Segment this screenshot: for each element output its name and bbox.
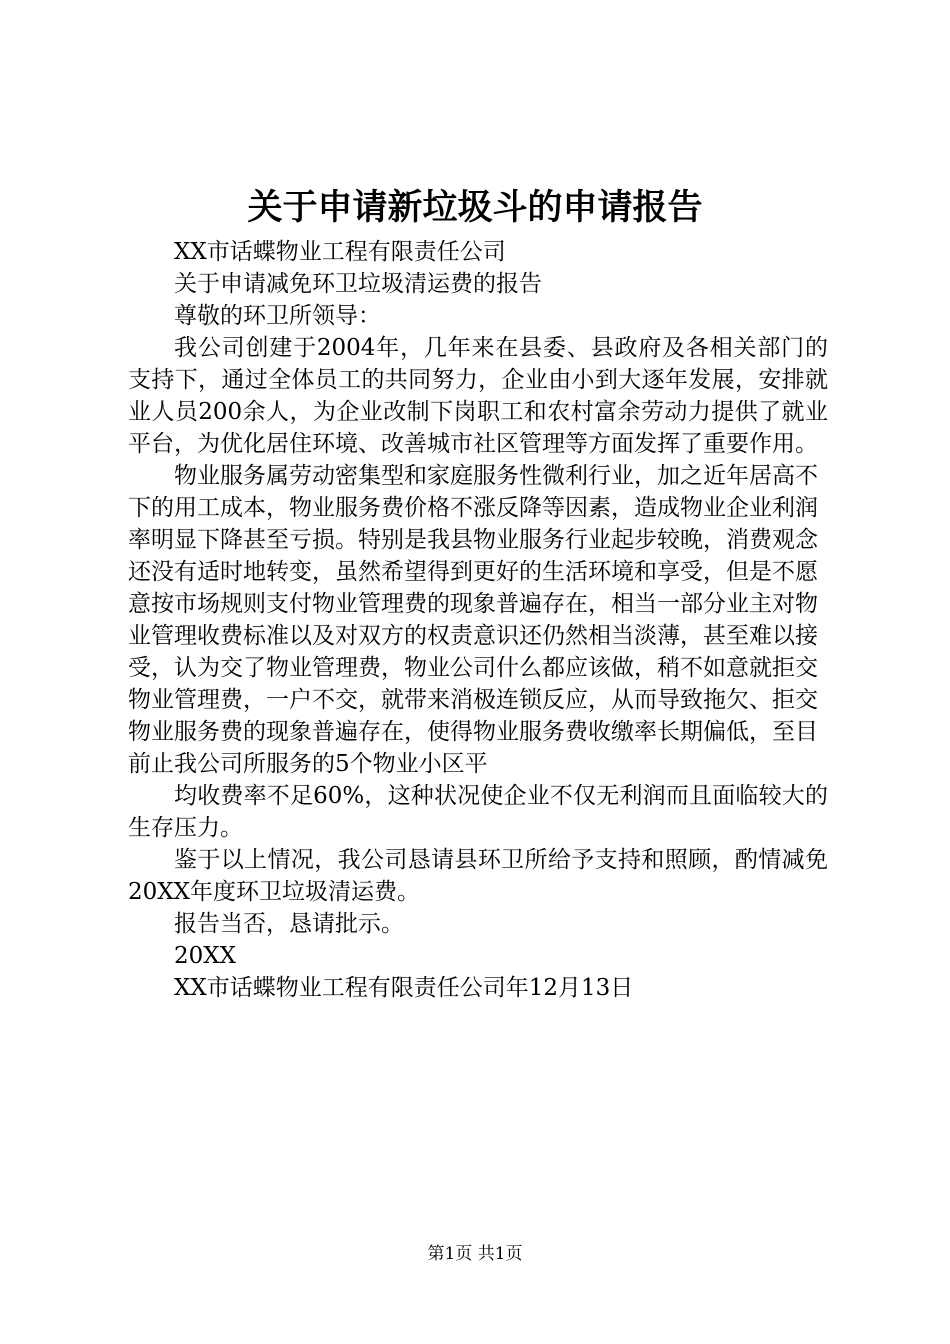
company-name-line: XX市话蝶物业工程有限责任公司 <box>174 239 506 265</box>
page-footer: 第1页 共1页 <box>427 1244 523 1264</box>
paragraph-industry-situation: 物业服务属劳动密集型和家庭服务性微利行业，加之近年居高不下的用工成本，物业服务费价格不涨反降等因素，造成物业企业利润率明显下降甚至亏损。特别是我县物业服务行业起步较晚，消费观念还没有适时地转变，虽然希望得到更好的生活环境和享受，但是不愿意按市场规则支付物业管理费的现象普遍存在，相当一部分业主对物业管理收费标准以及对双方的权责意识还仍然相当淡薄，甚至难以接受，认为交了物业管理费，物业公司什么都应该做，稍不如意就拒交物业管理费，一户不交，就带来消极连锁反应，从而导致拖欠、拒交物业服务费的现象普遍存在，使得物业服务费收缴率长期偏低，至目前止我公司所服务的5个物业小区平 <box>128 463 818 777</box>
paragraph-fee-rate: 均收费率不足60%，这种状况使企业不仅无利润而且面临较大的生存压力。 <box>128 783 828 841</box>
closing-line: 报告当否，恳请批示。 <box>174 911 404 937</box>
paragraph-company-intro: 我公司创建于2004年，几年来在县委、县政府及各相关部门的支持下，通过全体员工的共同努力，企业由小到大逐年发展，安排就业人员200余人，为企业改制下岗职工和农村富余劳动力提供了就业平台，为优化居住环境、改善城市社区管理等方面发挥了重要作用。 <box>128 335 828 457</box>
signature-date-line: XX市话蝶物业工程有限责任公司年12月13日 <box>174 975 634 1001</box>
salutation: 尊敬的环卫所领导： <box>174 303 381 329</box>
paragraph-request: 鉴于以上情况，我公司恳请县环卫所给予支持和照顾，酌情减免20XX年度环卫垃圾清运费。 <box>128 847 828 905</box>
year-line: 20XX <box>174 943 237 969</box>
document-body <box>128 236 828 1004</box>
report-subject-line: 关于申请减免环卫垃圾清运费的报告 <box>174 271 542 297</box>
document-title: 关于申请新垃圾斗的申请报告 <box>247 187 703 228</box>
